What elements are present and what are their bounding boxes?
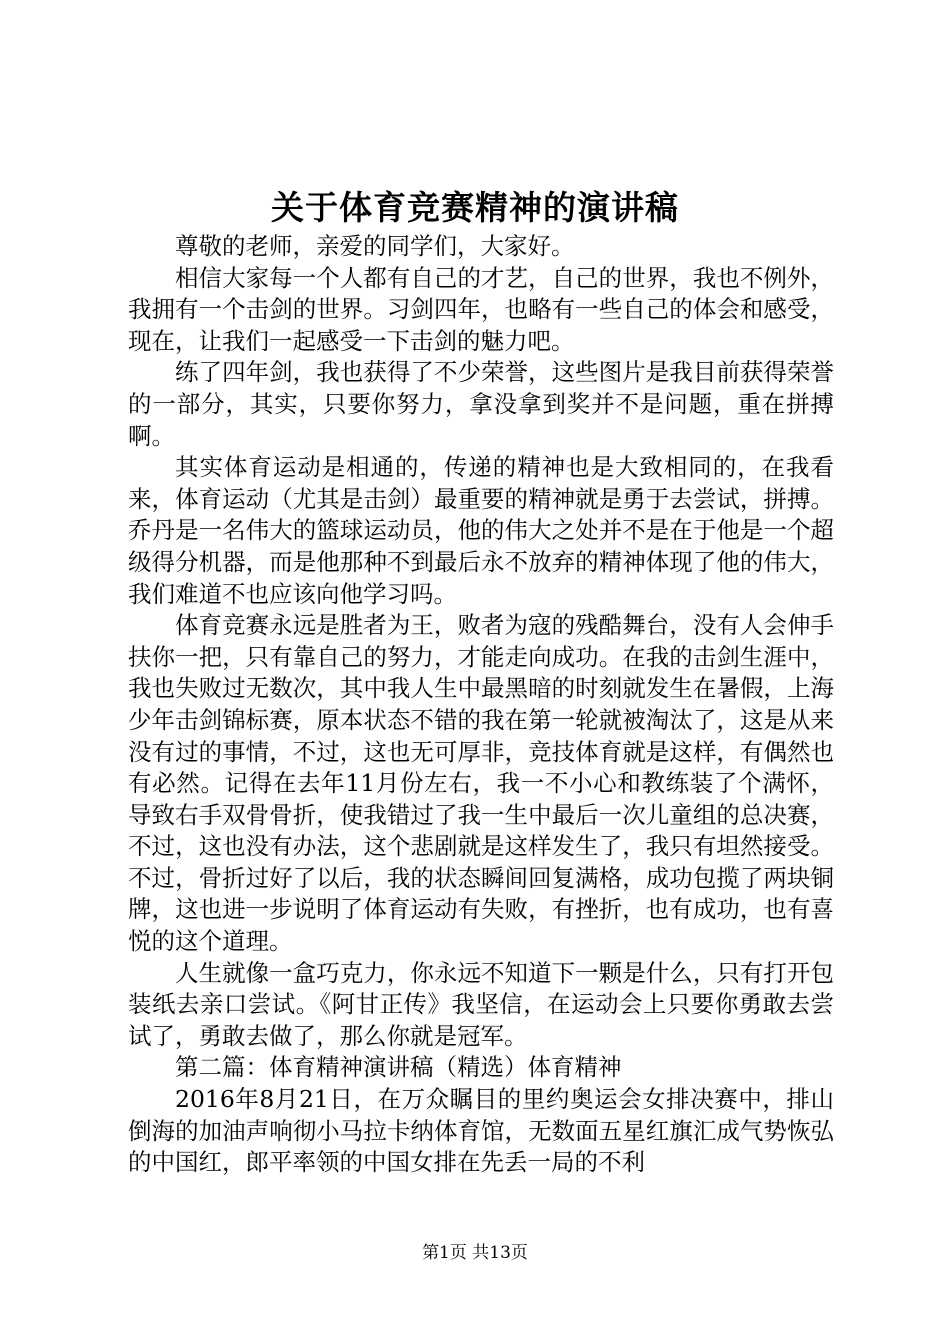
paragraph-greeting: 尊敬的老师，亲爱的同学们，大家好。 [175,232,575,260]
paragraph-chocolate: 人生就像一盒巧克力，你永远不知道下一颗是什么，只有打开包装纸去亲口尝试。《阿甘正传》我坚信，在运动会上只要你勇敢去尝试了，勇敢去做了，那么你就是冠军。 [128,958,834,1050]
document-body [128,231,834,1179]
paragraph-fencing-world: 相信大家每一个人都有自己的才艺，自己的世界，我也不例外，我拥有一个击剑的世界。习剑四年，也略有一些自己的体会和感受，现在，让我们一起感受一下击剑的魅力吧。 [128,263,834,355]
page-number-footer: 第1页 共13页 [422,1243,528,1263]
paragraph-sports-spirit: 其实体育运动是相通的，传递的精神也是大致相同的，在我看来，体育运动（尤其是击剑）最重要的精神就是勇于去尝试，拼搏。乔丹是一名伟大的篮球运动员，他的伟大之处并不是在于他是一个超级得分机器，而是他那种不到最后永不放弃的精神体现了他的伟大，我们难道不也应该向他学习吗。 [128,453,834,608]
document-title: 关于体育竞赛精神的演讲稿 [271,188,679,227]
paragraph-competition: 体育竞赛永远是胜者为王，败者为寇的残酷舞台，没有人会伸手扶你一把，只有靠自己的努力，才能走向成功。在我的击剑生涯中，我也失败过无数次，其中我人生中最黑暗的时刻就发生在暑假，上海少年击剑锦标赛，原本状态不错的我在第一轮就被淘汰了，这是从来没有过的事情，不过，这也无可厚非，竞技体育就是这样，有偶然也有必然。记得在去年11月份左右，我一不小心和教练装了个满怀，导致右手双骨骨折，使我错过了我一生中最后一次儿童组的总决赛，不过，这也没有办法，这个悲剧就是这样发生了，我只有坦然接受。不过，骨折过好了以后，我的状态瞬间回复满格，成功包揽了两块铜牌，这也进一步说明了体育运动有失败，有挫折，也有成功，也有喜悦的这个道理。 [128,611,834,956]
section-heading-part-two: 第二篇：体育精神演讲稿（精选）体育精神 [175,1053,622,1082]
paragraph-honors: 练了四年剑，我也获得了不少荣誉，这些图片是我目前获得荣誉的一部分，其实，只要你努力，拿没拿到奖并不是问题，重在拼搏啊。 [128,358,834,450]
paragraph-rio-volleyball: 2016年8月21日，在万众瞩目的里约奥运会女排决赛中，排山倒海的加油声响彻小马拉卡纳体育馆，无数面五星红旗汇成气势恢弘的中国红，郎平率领的中国女排在先丢一局的不利 [128,1085,834,1177]
